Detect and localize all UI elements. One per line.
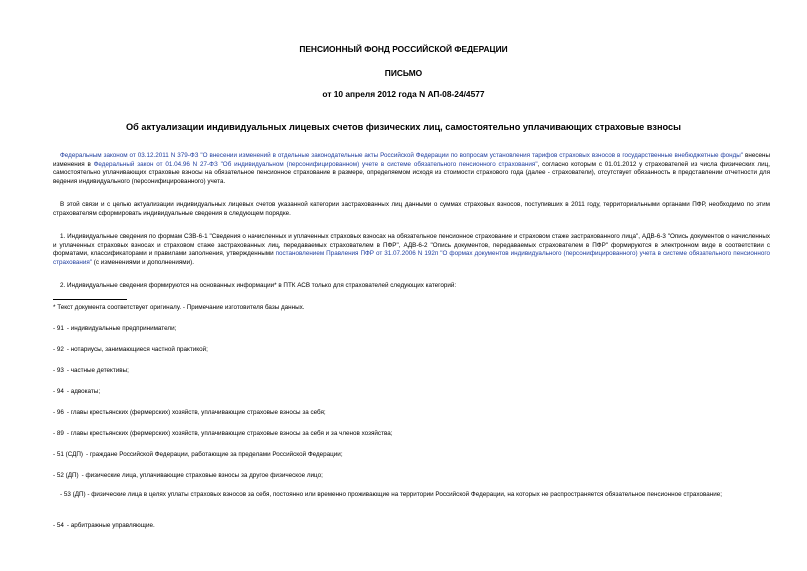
paragraph-item-1: 1. Индивидуальные сведения по формам СЗВ-6-1 "Сведения о начисленных и уплаченных страховых взносах на обязательное пенсионное страхование и страховом стаже застрахованного лица", АДВ-6-3 "Опись документов о начисленных и уплаченных страховых взносах и страховом стаже застрахованных лиц, передаваемых страхователем в ПФР", АДВ-6-2 "Опись документов, передаваемых страхователем в ПФР" формируются в электронном виде в соответствии с форматами, классификаторами и правилами заполнения, утвержденными постановлением Правления ПФР от 31.07.2006 N 192п "О формах документов индивидуального (персонифицированного) учета в системе обязательного пенсионного страхования" (с изменениями и дополнениями).	[53, 233, 770, 267]
doc-type: ПИСЬМО	[384, 68, 423, 78]
org-title: ПЕНСИОННЫЙ ФОНД РОССИЙСКОЙ ФЕДЕРАЦИИ	[299, 44, 508, 54]
paragraph-context: В этой связи и с целью актуализации индивидуальных лицевых счетов указанной категории застрахованных лиц данными о суммах страховых взносов, поступивших в 2011 году, территориальными органами ПФР, необходимо по этим страхователям сформировать индивидуальные сведения в следующем порядке.	[53, 201, 770, 217]
list-item: - 91 - индивидуальные предприниматели;	[53, 325, 177, 332]
list-item: - 94 - адвокаты;	[53, 388, 101, 395]
law-link-379fz[interactable]: Федеральным законом от 03.12.2011 N 379-ФЗ "О внесении изменений в отдельные законодательные акты Российской Федерации по вопросам установления тарифов страховых взносов в государственные внебюджетные фонды"	[60, 152, 744, 159]
doc-subject: Об актуализации индивидуальных лицевых счетов физических лиц, самостоятельно уплачивающих страховые взносы	[125, 122, 681, 132]
doc-reference: от 10 апреля 2012 года N АП-08-24/4577	[322, 89, 485, 99]
list-item: - 89 - главы крестьянских (фермерских) хозяйств, уплачивающие страховые взносы за себя и за членов хозяйства;	[53, 430, 393, 437]
list-item: - 54 - арбитражные управляющие.	[53, 522, 155, 529]
list-item: - 52 (ДП) - физические лица, уплачивающие страховые взносы за другое физическое лицо;	[53, 472, 323, 479]
resolution-link-192p[interactable]: постановлением Правления ПФР от 31.07.2006 N 192п "О формах документов индивидуального (персонифицированного) учета в системе обязательного пенсионного страхования"	[53, 250, 770, 267]
law-link-27fz[interactable]: Федеральный закон от 01.04.96 N 27-ФЗ "Об индивидуальном (персонифицированном) учете в системе обязательного пенсионного страхования"	[93, 160, 538, 168]
list-item: - 51 (СДП) - граждане Российской Федерации, работающие за пределами Российской Федерации;	[53, 451, 343, 458]
list-item: - 96 - главы крестьянских (фермерских) хозяйств, уплачивающие страховые взносы за себя;	[53, 409, 326, 416]
footnote: * Текст документа соответствует оригиналу. - Примечание изготовителя базы данных.	[53, 304, 305, 311]
paragraph-intro: Федеральным законом от 03.12.2011 N 379-ФЗ "О внесении изменений в отдельные законодательные акты Российской Федерации по вопросам установления тарифов страховых взносов в государственные внебюджетные фонды" внесены изменения в Федеральный закон от 01.04.96 N 27-ФЗ "Об индивидуальном (персонифицированном) учете в системе обязательного пенсионного страхования", согласно которым с 01.01.2012 у страхователей из числа физических лиц, самостоятельно уплачивающих страховые взносы на обязательное пенсионное страхование в размере, определяемом исходя из стоимости страхового года (далее - страхователи), отсутствует обязанность в представлении отчетности для ведения индивидуального (персонифицированного) учета.	[53, 152, 770, 186]
footnote-divider	[53, 299, 127, 300]
paragraph-item-2: 2. Индивидуальные сведения формируются на основанных информации* в ПТК АСВ только для страхователей следующих категорий:	[60, 282, 457, 289]
list-item: - 93 - частные детективы;	[53, 367, 129, 374]
list-item: - 53 (ДП) - физические лица в целях уплаты страховых взносов за себя, постоянно или временно проживающие на территории Российской Федерации, на которых не распространяется обязательное пенсионное страхование;	[60, 491, 723, 498]
list-item: - 92 - нотариусы, занимающиеся частной практикой;	[53, 346, 208, 353]
